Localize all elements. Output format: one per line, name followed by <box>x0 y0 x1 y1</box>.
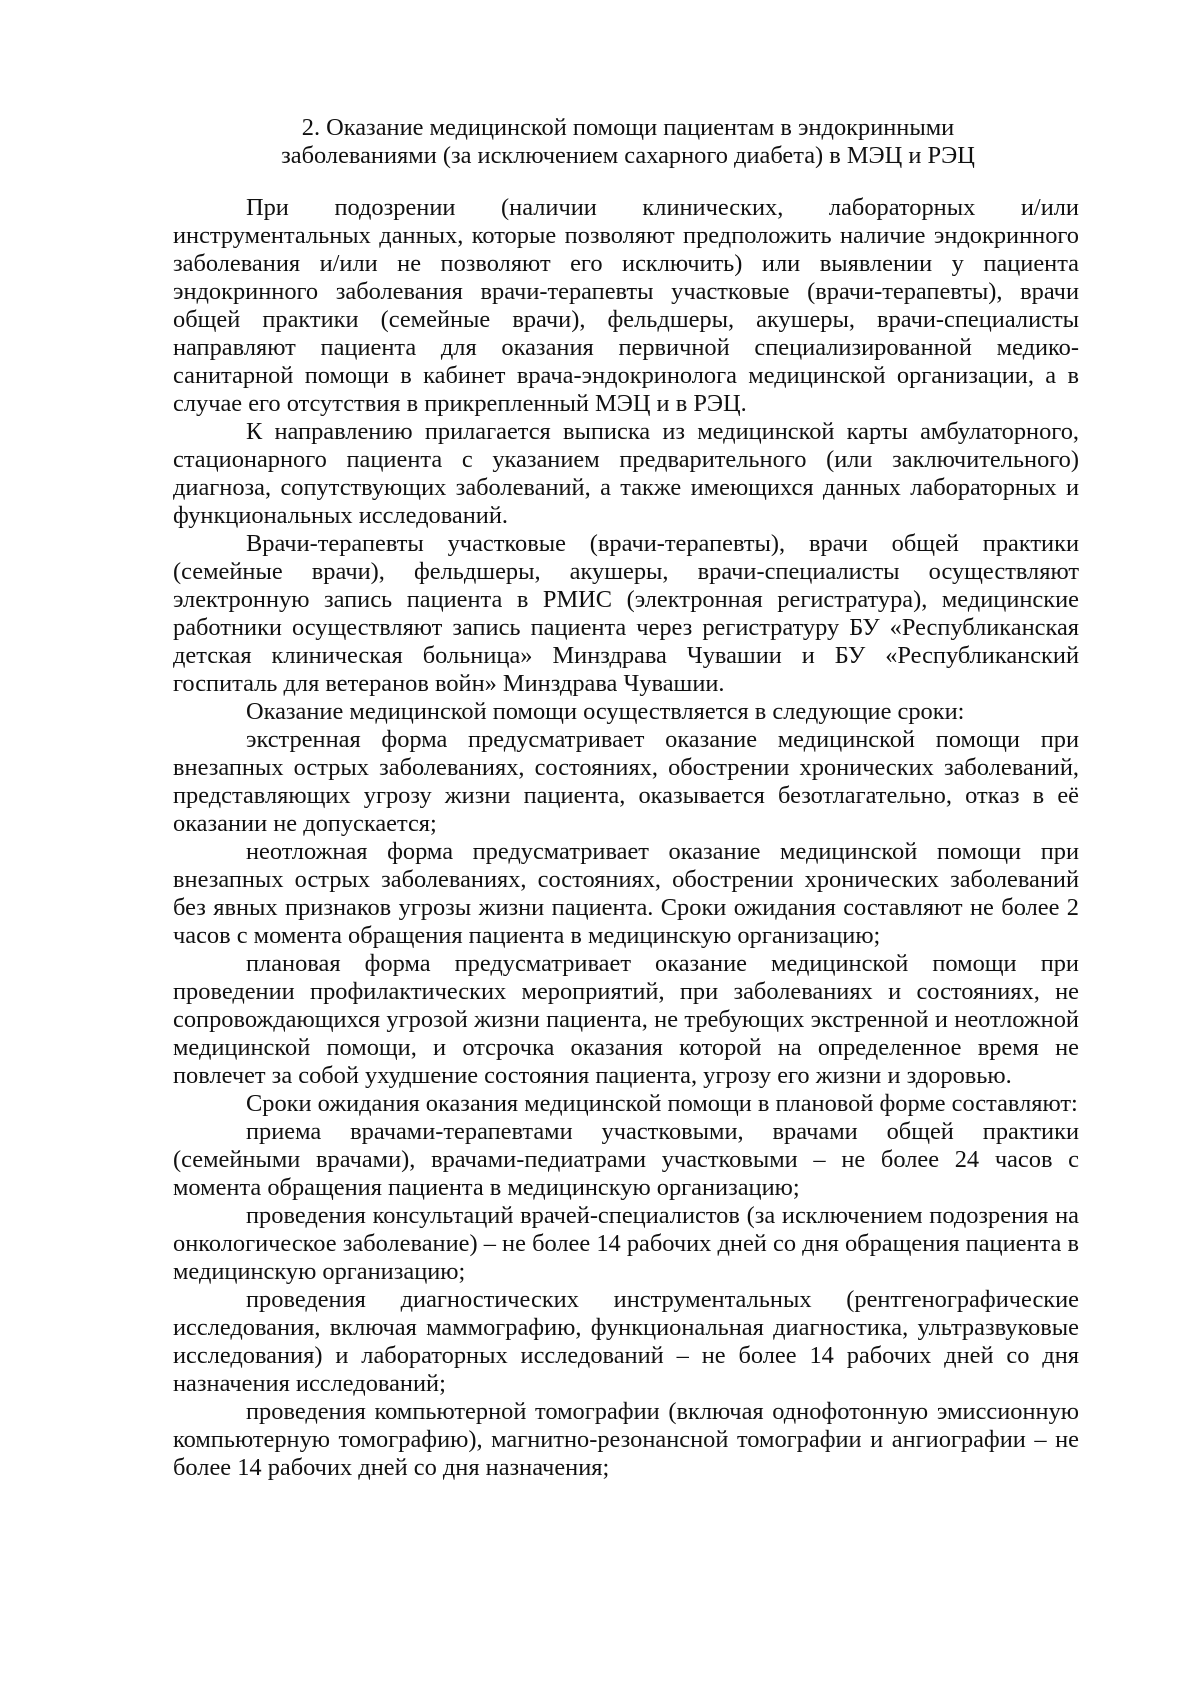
paragraph-referral-conditions: При подозрении (наличии клинических, лабораторных и/или инструментальных данных, которые позволяют предположить наличие эндокринного заболевания и/или не позволяют его исключить) или выявлении у пациента эндокринного заболевания врачи-терапевты участковые (врачи-терапевты), врачи общей практики (семейные врачи), фельдшеры, акушеры, врачи-специалисты направляют пациента для оказания первичной специализированной медико-санитарной помощи в кабинет врача-эндокринолога медицинской организации, а в случае его отсутствия в прикрепленный МЭЦ и в РЭЦ. <box>173 194 1079 417</box>
paragraph-reception-terms: приема врачами-терапевтами участковыми, врачами общей практики (семейными врачами), врачами-педиатрами участковыми – не более 24 часов с момента обращения пациента в медицинскую организацию; <box>173 1118 1079 1201</box>
paragraph-electronic-registration: Врачи-терапевты участковые (врачи-терапевты), врачи общей практики (семейные врачи), фельдшеры, акушеры, врачи-специалисты осуществляют электронную запись пациента в РМИС (электронная регистратура), медицинские работники осуществляют запись пациента через регистратуру БУ «Республиканская детская клиническая больница» Минздрава Чувашии и БУ «Республиканский госпиталь для ветеранов войн» Минздрава Чувашии. <box>173 530 1079 697</box>
paragraph-planned-waiting-intro: Сроки ожидания оказания медицинской помощи в плановой форме составляют: <box>246 1090 1078 1117</box>
paragraph-consultation-terms: проведения консультаций врачей-специалистов (за исключением подозрения на онкологическое заболевание) – не более 14 рабочих дней со дня обращения пациента в медицинскую организацию; <box>173 1202 1079 1285</box>
paragraph-emergency-form: экстренная форма предусматривает оказание медицинской помощи при внезапных острых заболеваниях, состояниях, обострении хронических заболеваний, представляющих угрозу жизни пациента, оказывается безотлагательно, отказ в её оказании не допускается; <box>173 726 1079 837</box>
section-heading-line-2: заболеваниями (за исключением сахарного диабета) в МЭЦ и РЭЦ <box>281 142 975 169</box>
paragraph-care-terms-intro: Оказание медицинской помощи осуществляется в следующие сроки: <box>246 698 965 725</box>
paragraph-referral-attachment: К направлению прилагается выписка из медицинской карты амбулаторного, стационарного пациента с указанием предварительного (или заключительного) диагноза, сопутствующих заболеваний, а также имеющихся данных лабораторных и функциональных исследований. <box>173 418 1079 529</box>
paragraph-planned-form: плановая форма предусматривает оказание медицинской помощи при проведении профилактических мероприятий, при заболеваниях и состояниях, не сопровождающихся угрозой жизни пациента, не требующих экстренной и неотложной медицинской помощи, и отсрочка оказания которой на определенное время не повлечет за собой ухудшение состояния пациента, угрозу его жизни и здоровью. <box>173 950 1079 1089</box>
paragraph-tomography-terms: проведения компьютерной томографии (включая однофотонную эмиссионную компьютерную томографию), магнитно-резонансной томографии и ангиографии – не более 14 рабочих дней со дня назначения; <box>173 1398 1079 1481</box>
paragraph-urgent-form: неотложная форма предусматривает оказание медицинской помощи при внезапных острых заболеваниях, состояниях, обострении хронических заболеваний без явных признаков угрозы жизни пациента. Сроки ожидания составляют не более 2 часов с момента обращения пациента в медицинскую организацию; <box>173 838 1079 949</box>
document-body <box>173 194 1079 1482</box>
section-heading <box>173 114 1079 170</box>
section-heading-line-1: 2. Оказание медицинской помощи пациентам в эндокринными <box>301 114 955 141</box>
paragraph-diagnostic-terms: проведения диагностических инструментальных (рентгенографические исследования, включая маммографию, функциональная диагностика, ультразвуковые исследования) и лабораторных исследований – не более 14 рабочих дней со дня назначения исследований; <box>173 1286 1079 1397</box>
